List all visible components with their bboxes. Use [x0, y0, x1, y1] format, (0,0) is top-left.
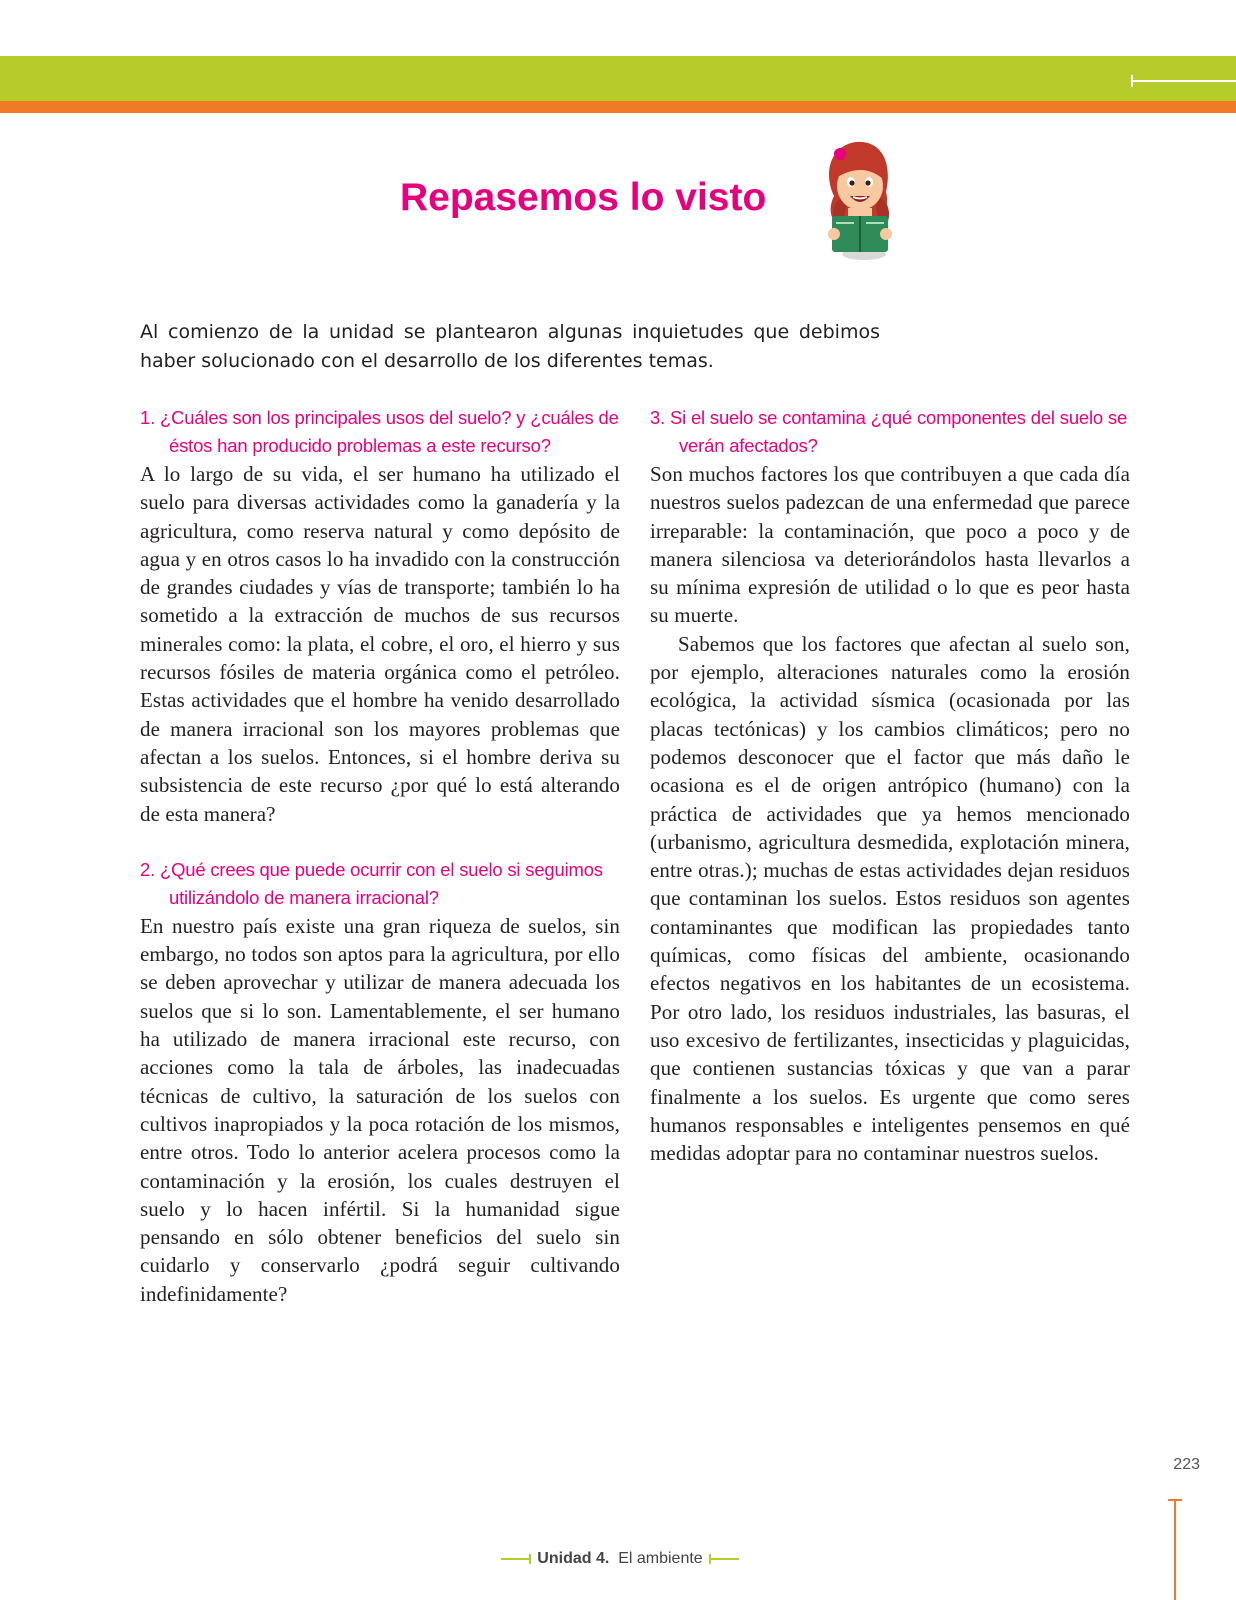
- girl-reading-book-icon: [820, 136, 900, 262]
- intro-paragraph: Al comienzo de la unidad se plantearon algunas inquietudes que debimos haber solucionado con el desarrollo de los diferentes temas.: [140, 321, 880, 372]
- answer-3-paragraph-1: Son muchos factores los que contribuyen a que cada día nuestros suelos padezcan de una enfermedad que parece irreparable: la contaminación, que poco a poco y de manera silenciosa va deteriorándolos hasta llevarlos a su mínima expresión de utilidad o lo que es peor hasta su muerte.: [650, 462, 1130, 628]
- footer: [400, 1550, 840, 1568]
- question-3: 3. Si el suelo se contamina ¿qué componentes del suelo se verán afectados?: [650, 407, 1128, 456]
- page-number: 223: [1173, 1456, 1200, 1473]
- question-1: 1. ¿Cuáles son los principales usos del suelo? y ¿cuáles de éstos han producido problemas a este recurso?: [140, 407, 619, 456]
- header-green-band: [0, 56, 1236, 101]
- footer-unit: Unidad 4.: [537, 1550, 610, 1567]
- header-rule: [1131, 80, 1236, 82]
- footer-line-left: [501, 1558, 531, 1560]
- answer-1: A lo largo de su vida, el ser humano ha utilizado el suelo para diversas actividades como la ganadería y la agricultura, como reserva natural y como depósito de agua y en otros casos lo ha invadido con la construcción de grandes ciudades y vías de transporte; también lo ha sometido a la extracción de muchos de sus recursos minerales como: la plata, el cobre, el oro, el hierro y sus recursos fósiles de materia orgánica como el petróleo. Estas actividades que el hombre ha venido desarrollado de manera irracional son los mayores problemas que afectan a los suelos. Entonces, si el hombre deriva su subsistencia de este recurso ¿por qué lo está alterando de esta manera?: [140, 462, 620, 826]
- footer-line-right: [709, 1558, 739, 1560]
- answer-2: En nuestro país existe una gran riqueza de suelos, sin embargo, no todos son aptos para la agricultura, por ello se deben aprovechar y utilizar de manera adecuada los suelos que si lo son. Lamentablemente, el ser humano ha utilizado de manera irracional este recurso, con acciones como la tala de árboles, las inadecuadas técnicas de cultivo, la saturación de los suelos con cultivos inapropiados y la poca rotación de los mismos, entre otros. Todo lo anterior acelera procesos como la contaminación y la erosión, los cuales destruyen el suelo y lo hacen infértil. Si la humanidad sigue pensando en sólo obtener beneficios del suelo sin cuidarlo y conservarlo ¿podrá seguir cultivando indefinidamente?: [140, 913, 620, 1306]
- answer-3-paragraph-2: Sabemos que los factores que afectan al suelo son, por ejemplo, alteraciones naturales como la erosión ecológica, la actividad sísmica (ocasionada por las placas tectónicas) y los cambios climáticos; pero no podemos desconocer que el factor que más daño le ocasiona es el de origen antrópico (humano) con la práctica de actividades que ya hemos mencionado (urbanismo, agricultura desmedida, explotación minera, entre otras.); muchas de estas actividades dejan residuos que contaminan los suelos. Estos residuos son agentes contaminantes que modifican las propiedades tanto químicas, como físicas del ambiente, ocasionando efectos negativos en los habitantes de un ecosistema. Por otro lado, los residuos industriales, las basuras, el uso excesivo de fertilizantes, insecticidas y plaguicidas, que contienen sustancias tóxicas y que van a parar finalmente a los suelos. Es urgente que como seres humanos responsables e inteligentes pensemos en qué medidas adoptar para no contaminar nuestros suelos.: [650, 631, 1130, 1166]
- footer-topic: El ambiente: [618, 1550, 703, 1567]
- right-column: [650, 404, 1130, 1167]
- header-orange-band: [0, 101, 1236, 113]
- left-column: [140, 404, 620, 1308]
- page-title: Repasemos lo visto: [400, 176, 767, 219]
- question-2: 2. ¿Qué crees que puede ocurrir con el suelo si seguimos utilizándolo de manera irracional?: [140, 858, 603, 908]
- side-rule: [1174, 1500, 1176, 1600]
